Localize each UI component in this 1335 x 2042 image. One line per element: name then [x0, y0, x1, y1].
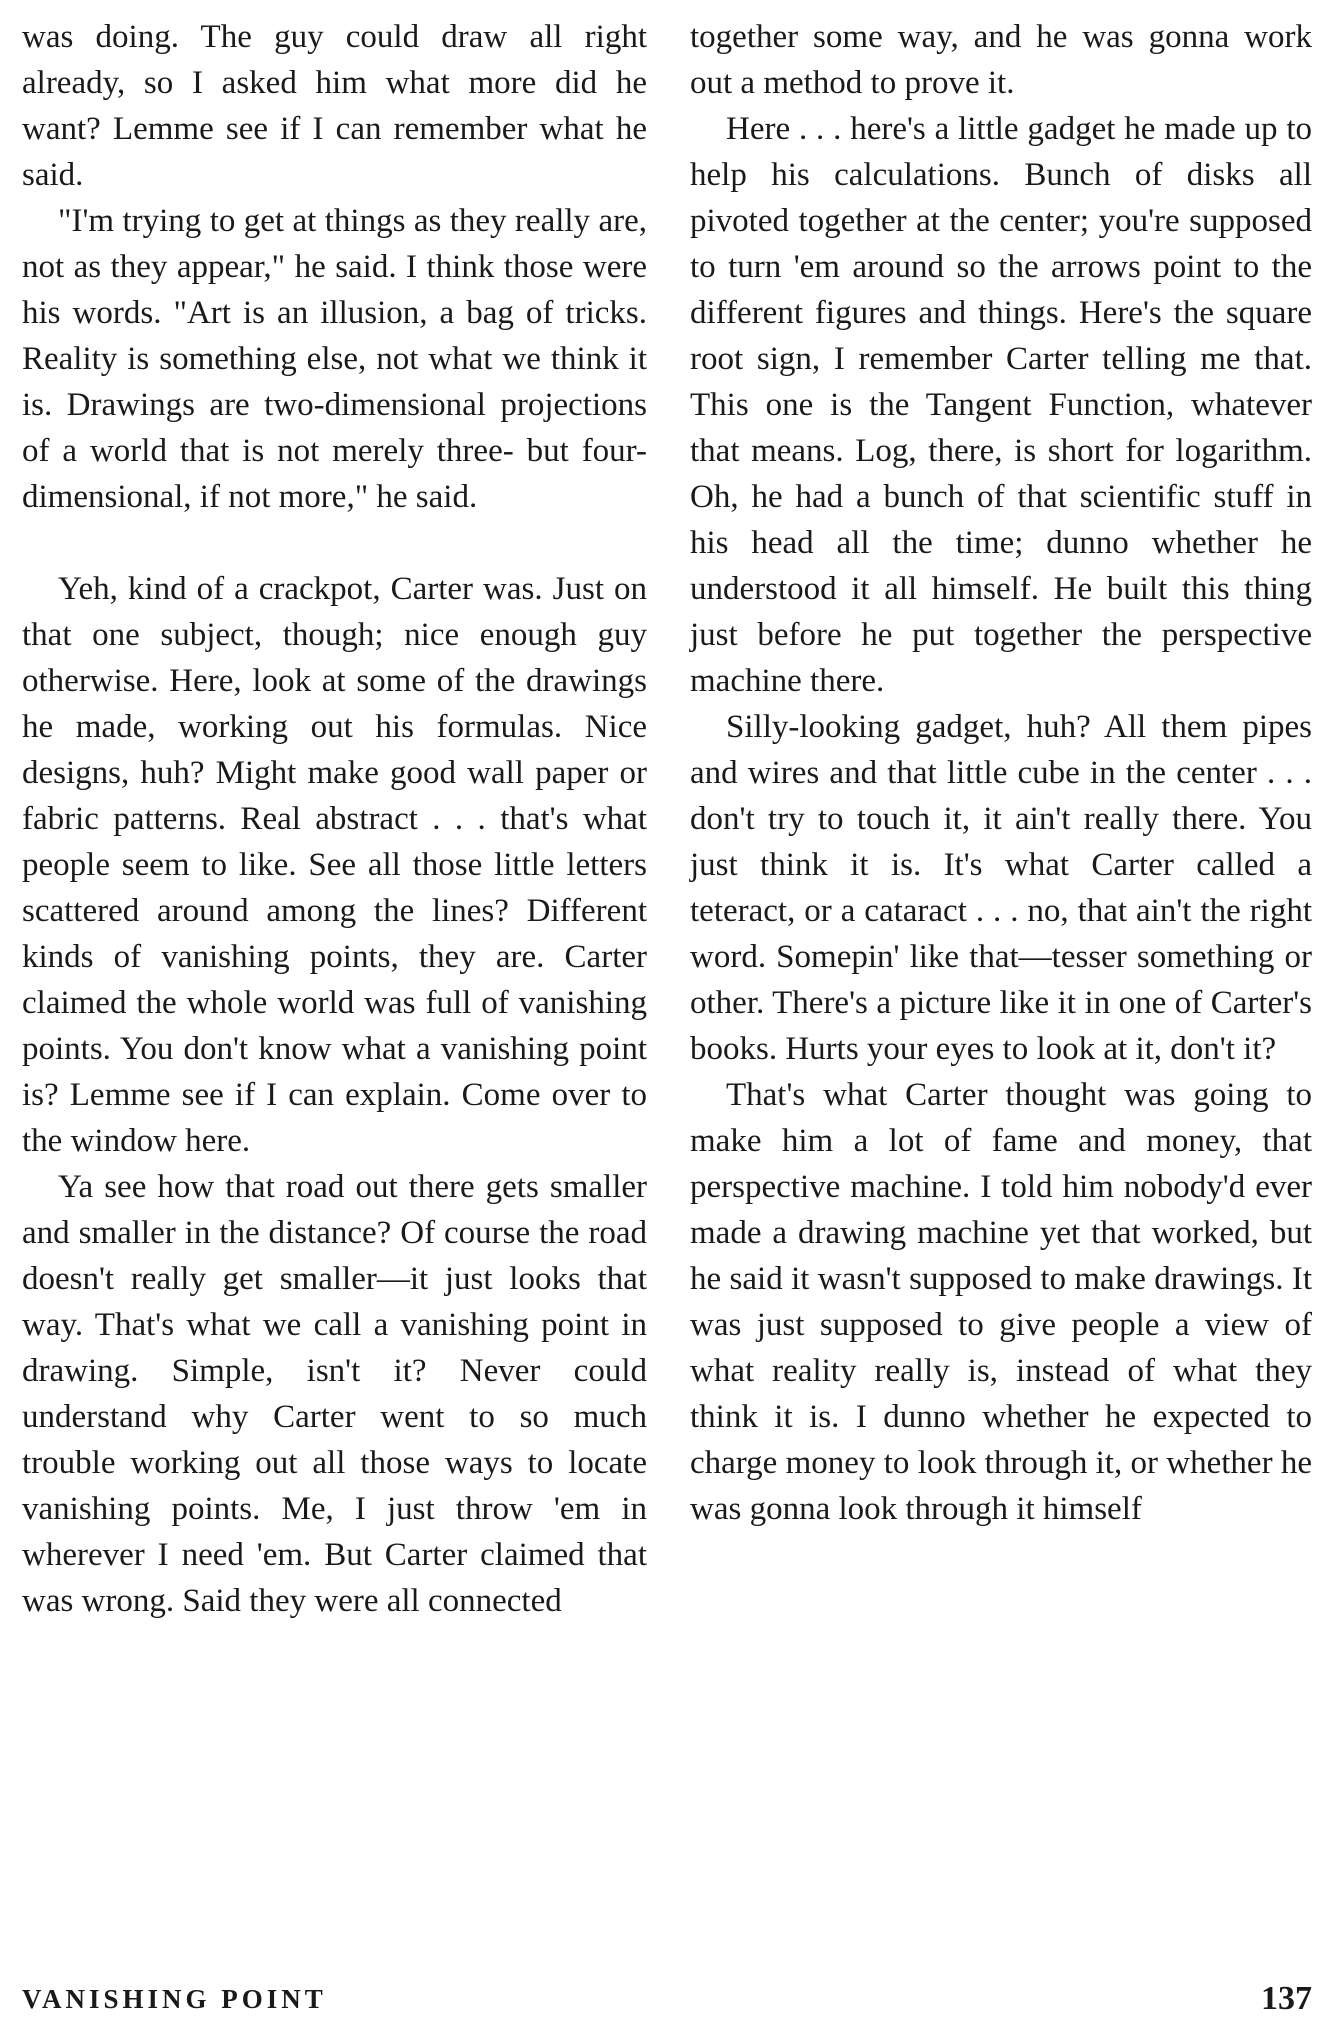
page-number: 137: [1261, 1980, 1312, 2017]
page-footer: [22, 1980, 1312, 2024]
left-paragraph-3: Yeh, kind of a crackpot, Carter was. Just on that one subject, though; nice enough guy otherwise. Here, look at some of the drawings he made, working out his formulas. Nice designs, huh? Might make good wall paper or fabric patterns. Real abstract . . . that's what people seem to like. See all those little letters scattered around among the lines? Different kinds of vanishing points, they are. Carter claimed the whole world was full of vanishing points. You don't know what a vanishing point is? Lemme see if I can explain. Come over to the window here.: [22, 571, 647, 1159]
right-paragraph-2: Here . . . here's a little gadget he made up to help his calculations. Bunch of disks all pivoted together at the center; you're supposed to turn 'em around so the arrows point to the different figures and things. Here's the square root sign, I remember Carter telling me that. This one is the Tangent Function, whatever that means. Log, there, is short for logarithm. Oh, he had a bunch of that scientific stuff in his head all the time; dunno whether he understood it all himself. He built this thing just before he put together the perspective machine there.: [690, 111, 1312, 699]
right-paragraph-4: That's what Carter thought was going to make him a lot of fame and money, that perspective machine. I told him nobody'd ever made a drawing machine yet that worked, but he said it wasn't supposed to make drawings. It was just supposed to give people a view of what reality really is, instead of what they think it is. I dunno whether he expected to charge money to look through it, or whether he was gonna look through it himself: [690, 1077, 1312, 1527]
right-text-column: [690, 14, 1312, 1532]
left-paragraph-2: "I'm trying to get at things as they really are, not as they appear," he said. I think those were his words. "Art is an illusion, a bag of tricks. Reality is something else, not what we think it is. Drawings are two-dimensional projections of a world that is not merely three- but four-dimensional, if not more," he said.: [22, 203, 647, 515]
running-head: VANISHING POINT: [22, 1984, 327, 2014]
left-paragraph-1: was doing. The guy could draw all right already, so I asked him what more did he want? Lemme see if I can remember what he said.: [22, 19, 647, 193]
left-text-column: [22, 14, 647, 1624]
right-paragraph-3: Silly-looking gadget, huh? All them pipes and wires and that little cube in the center . . . don't try to touch it, it ain't really there. You just think it is. It's what Carter called a teteract, or a cataract . . . no, that ain't the right word. Somepin' like that—tesser something or other. There's a picture like it in one of Carter's books. Hurts your eyes to look at it, don't it?: [690, 709, 1312, 1067]
left-paragraph-4: Ya see how that road out there gets smaller and smaller in the distance? Of course the road doesn't really get smaller—it just looks that way. That's what we call a vanishing point in drawing. Simple, isn't it? Never could understand why Carter went to so much trouble working out all those ways to locate vanishing points. Me, I just throw 'em in wherever I need 'em. But Carter claimed that was wrong. Said they were all connected: [22, 1169, 647, 1619]
right-paragraph-1: together some way, and he was gonna work out a method to prove it.: [690, 19, 1312, 101]
